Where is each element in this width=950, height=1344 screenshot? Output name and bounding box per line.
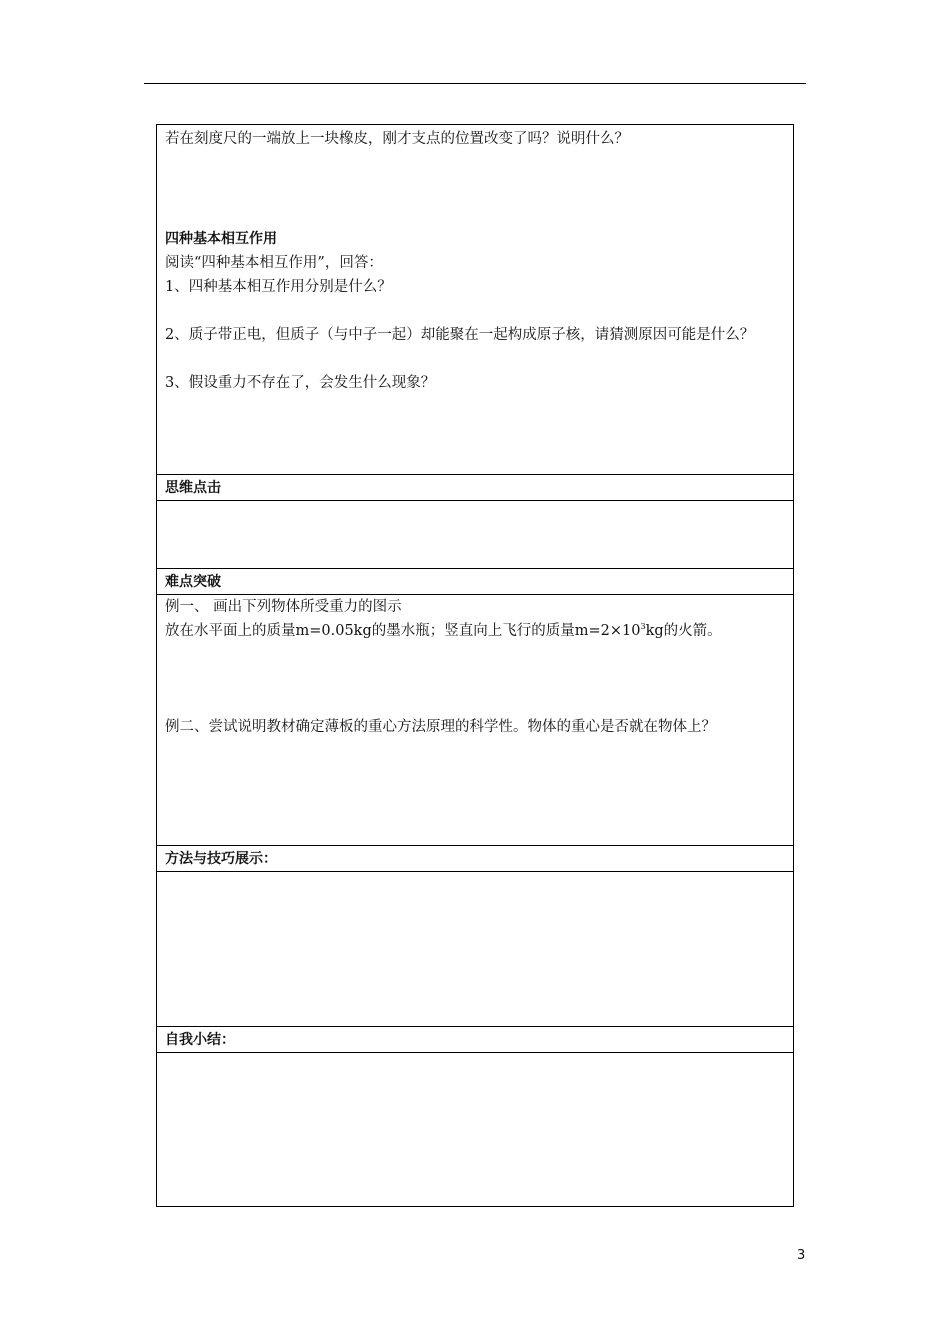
section-title-four-forces: 四种基本相互作用: [165, 231, 277, 247]
table-row: [157, 1053, 794, 1207]
header-difficulty: [157, 569, 794, 595]
header-summary: [157, 1027, 794, 1053]
table-row: [157, 595, 794, 846]
answer-area-thinking[interactable]: [157, 501, 794, 569]
answer-area-summary[interactable]: [157, 1053, 794, 1207]
question-1: 1、四种基本相互作用分别是什么？: [165, 279, 392, 295]
example-1-body: 放在水平面上的质量m=0.05kg的墨水瓶；竖直向上飞行的质量$m=2\times 10^3kg$的火箭。: [165, 622, 722, 639]
section-examples: [157, 595, 794, 846]
table-row: [157, 569, 794, 595]
table-row: [157, 1027, 794, 1053]
header-methods: [157, 846, 794, 872]
table-row: [157, 872, 794, 1027]
question-3: 3、假设重力不存在了，会发生什么现象？: [165, 375, 436, 391]
worksheet-table: [156, 124, 794, 1207]
table-row: [157, 475, 794, 501]
section-title-methods: 方法与技巧展示：: [165, 851, 277, 867]
header-thinking: [157, 475, 794, 501]
section-gravity-intro: [157, 125, 794, 475]
section-title-summary: 自我小结：: [165, 1032, 235, 1048]
answer-area-methods[interactable]: [157, 872, 794, 1027]
table-row: [157, 501, 794, 569]
section-title-thinking: 思维点击: [165, 480, 221, 496]
table-row: [157, 125, 794, 475]
question-2: 2、质子带正电，但质子（与中子一起）却能聚在一起构成原子核，请猜测原因可能是什么？: [165, 327, 755, 343]
example-2: 例二、尝试说明教材确定薄板的重心方法原理的科学性。物体的重心是否就在物体上？: [165, 719, 716, 735]
section-title-difficulty: 难点突破: [165, 574, 221, 590]
reading-instruction: 阅读“四种基本相互作用”，回答：: [165, 255, 383, 271]
table-row: [157, 846, 794, 872]
example-1-title: 例一、 画出下列物体所受重力的图示: [165, 599, 402, 615]
question-pivot: 若在刻度尺的一端放上一块橡皮，刚才支点的位置改变了吗？说明什么？: [165, 131, 629, 147]
header-rule: [144, 83, 806, 84]
page-number: 3: [797, 1248, 806, 1263]
